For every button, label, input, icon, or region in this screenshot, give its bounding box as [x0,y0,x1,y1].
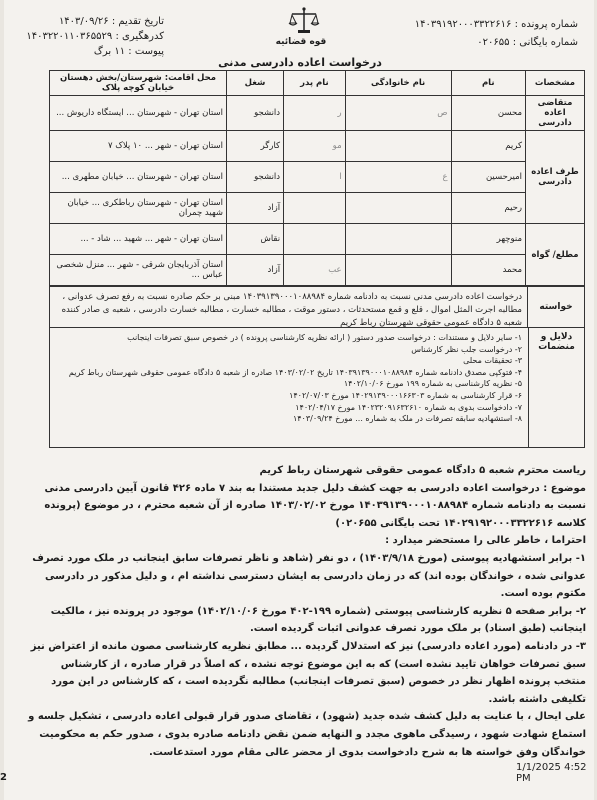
request-label: خواسته [527,287,584,327]
document-title: درخواست اعاده دادرسی مدنی [218,56,382,69]
list-item: ۱- سایر دلایل و مستندات : درخواست صدور دستور ( ارائه نظریه کارشناسی پرونده ) در خصوص سبق تصرفات اینجانب [127,333,522,342]
page-number: 2 [0,772,7,783]
table-header-row [50,71,585,96]
cell-address: استان تهران - شهرستان رباطکری ... خیابان شهید چمران [50,193,227,224]
list-item: ۳- تحقیقات محلی [463,356,522,366]
cell-family [345,224,451,255]
cell-address: استان تهران - شهرستان ... خیابان مطهری ... [50,162,227,193]
screenshot-timestamp: 1/1/2025 4:52 PM [516,762,587,784]
document-page [4,0,594,800]
argument-paragraph: ۱- برابر استشهادیه پیوستی (مورخ ۱۴۰۳/۹/۱۸) ، دو نفر (شاهد و ناظر تصرفات سابق اینجانب در ملک مورد تصرف عدوانی شده ، خواندگان بوده اند) که در زمان دادرسی به ایشان دسترسی نداشته ام ، و دلیل مذکور در دادرسی مکتوم بوده است. [32,552,586,600]
tracking-code: کدرهگیری : ۱۴۰۳۲۲۰۱۱۰۳۶۵۵۲۹ [26,31,164,42]
submit-date: تاریخ تقدیم : ۱۴۰۳/۰۹/۲۶ [58,16,164,27]
column-header: محل اقامت: شهرستان/بخش دهستان خیابان کوچه پلاک [50,71,227,96]
document-meta-right [378,16,578,52]
column-header: شغل [227,71,284,96]
cell-father: ر [284,96,346,131]
cell-family [345,131,451,162]
list-item: ۶- قرار کارشناسی به شماره ۱۴۰۲۹۱۳۹۰۰۰۱۶۶۳۰۳ مورخ ۱۴۰۲/۰۷/۰۳ [289,390,522,400]
argument-paragraph: ۲- برابر صفحه ۵ نظریه کارشناسی پیوستی (شماره ۱۹۹-۴۰۲ مورخ ۱۴۰۲/۱۰/۰۶) موجود در پرونده نیز ، مالکیت اینجانب (طبق اسناد) بر ملک مورد تصرف عدوانی اثبات گردیده است. [50,605,586,635]
cell-father: مو [284,131,346,162]
archive-number: شماره بایگانی : ۰۲۰۶۵۵ [477,37,578,48]
list-item: ۸- استشهادیه سابقه تصرفات در ملک به شماره ... مورخ ۱۴۰۳/۰۹/۲۴ [292,414,522,424]
letter-body [26,462,586,761]
greeting-paragraph: احتراما ، خاطر عالی را مستحضر میدارد : [385,535,586,547]
request-text: درخواست اعاده دادرسی مدنی نسبت به دادنامه شماره ۱۴۰۳۹۱۳۹۰۰۰۱۰۸۸۹۸۴ مبنی بر حکم صادره نسبت به رفع تصرف عدوانی ، مطالبه اجرت المثل اموال ، قلع و قمع مستحدثات ، دستور موقت ، مطالبه خسارت ، مطالبه خسارت دادرسی ، شعبه ی صادر کننده شعبه ۵ دادگاه عمومی حقوقی شهرستان رباط کریم [61,292,522,328]
judiciary-scales-icon [287,6,321,36]
column-header: مشخصات [526,71,585,96]
evidence-section [49,328,585,448]
conclusion-paragraph: علی ایحال ، با عنایت به دلیل کشف شده جدید (شهود) ، تقاضای صدور قرار قبولی اعاده دادرسی ، تشکیل جلسه و استماع شهادت شهود ، رسیدگی ماهوی مجدد و النهایه ضمن نقض دادنامه صادره بدوی ، صدور حکم به محکومیت خواندگان وفق خواسته ها به شرح دادخواست بدوی از محضر عالی مقام مورد استدعاست. [28,711,586,758]
table-row [50,162,585,193]
table-row [50,255,585,286]
evidence-list [62,332,522,425]
cell-name: منوچهر [451,224,525,255]
list-item: ۲- درخواست جلب نظر کارشناس [411,344,522,354]
row-role: طرف اعاده دادرسی [526,131,585,224]
organization-name: قوه قضائیه [275,37,327,47]
column-header: نام [451,71,525,96]
cell-family: ع [345,162,451,193]
cell-father: ا [284,162,346,193]
salutation: ریاست محترم شعبه ۵ دادگاه عمومی حقوقی شهرستان رباط کریم [259,465,586,476]
list-item: ۵- نظریه کارشناسی به شماره ۱۹۹ مورخ ۱۴۰۲/۱۰/۰۶ [343,379,522,389]
cell-job: دانشجو [227,96,284,131]
cell-job: دانشجو [227,162,284,193]
argument-paragraph: ۳- در دادنامه (مورد اعاده دادرسی) نیز که استدلال گردیده ... مطابق نظریه کارشناسی مصون مانده از اعتراض نیز سبق تصرفات خواهان تایید نشده است) که به این موضوع توجه نشده ، که اصلاً در قرار صادره ، از کارشناس منتخب پرونده اظهار نظر در خصوص (سبق تصرفات اینجانب) مطالبه نگردیده است ، که کارشناس در این مورد تکلیفی داشته باشد. [30,640,586,705]
row-role: مطلع/ گواه [526,224,585,286]
row-role: متقاضی اعاده دادرسی [526,96,585,131]
evidence-label: دلایل و منضمات [528,328,584,447]
cell-job: نقاش [227,224,284,255]
cell-father [284,193,346,224]
cell-address: استان آذربایجان شرقی - شهر ... منزل شخصی عباس ... [50,255,227,286]
cell-father: عب [284,255,346,286]
document-meta-left [14,14,164,59]
list-item: ۴- فتوکپی مصدق دادنامه شماره ۱۴۰۳۹۱۳۹۰۰۰۱۰۸۸۹۸۴ تاریخ ۱۴۰۳/۰۲/۰۲ صادره از شعبه ۵ دادگاه عمومی حقوقی شهرستان رباط کریم [68,367,522,377]
cell-name: امیرحسین [451,162,525,193]
cell-address: استان تهران - شهر ... ۱۰ پلاک ۷ [50,131,227,162]
cell-father [284,224,346,255]
case-number: شماره پرونده : ۱۴۰۳۹۱۹۲۰۰۰۳۳۲۲۶۱۶ [414,19,578,30]
cell-family: ص [345,96,451,131]
table-row [50,96,585,131]
cell-name: رحیم [451,193,525,224]
cell-job: آزاد [227,255,284,286]
cell-family [345,255,451,286]
cell-name: محمد [451,255,525,286]
cell-job: کارگر [227,131,284,162]
cell-job: آزاد [227,193,284,224]
parties-table [49,70,585,286]
table-row [50,131,585,162]
cell-name: کریم [451,131,525,162]
subject-paragraph: موضوع : درخواست اعاده دادرسی به جهت کشف دلیل جدید مستندا به بند ۷ ماده ۴۲۶ قانون آیین دادرسی مدنی نسبت به دادنامه شماره ۱۴۰۳۹۱۳۹۰۰۰۱۰۸۸۹۸۴ مورخ ۱۴۰۳/۰۲/۰۲ صادره از آن شعبه محترم ، در موضوع (پرونده کلاسه ۱۴۰۲۹۱۹۲۰۰۰۳۳۲۲۶۱۶ تحت بایگانی ۰۲۰۶۵۵) [44,482,586,529]
table-row [50,224,585,255]
table-row [50,193,585,224]
attachments-count: پیوست : ۱۱ برگ [93,46,164,57]
cell-address: استان تهران - شهر ... شهید ... شاد - ... [50,224,227,255]
cell-family [345,193,451,224]
cell-address: استان تهران - شهرستان ... ایستگاه داریوش ... [50,96,227,131]
list-item: ۷- دادخواست بدوی به شماره ۱۴۰۲۳۲۰۹۱۶۳۲۶۱۰ مورخ ۱۴۰۲/۰۴/۱۷ [295,402,522,412]
cell-name: محسن [451,96,525,131]
request-section [49,286,585,328]
column-header: نام خانوادگی [345,71,451,96]
column-header: نام پدر [284,71,346,96]
